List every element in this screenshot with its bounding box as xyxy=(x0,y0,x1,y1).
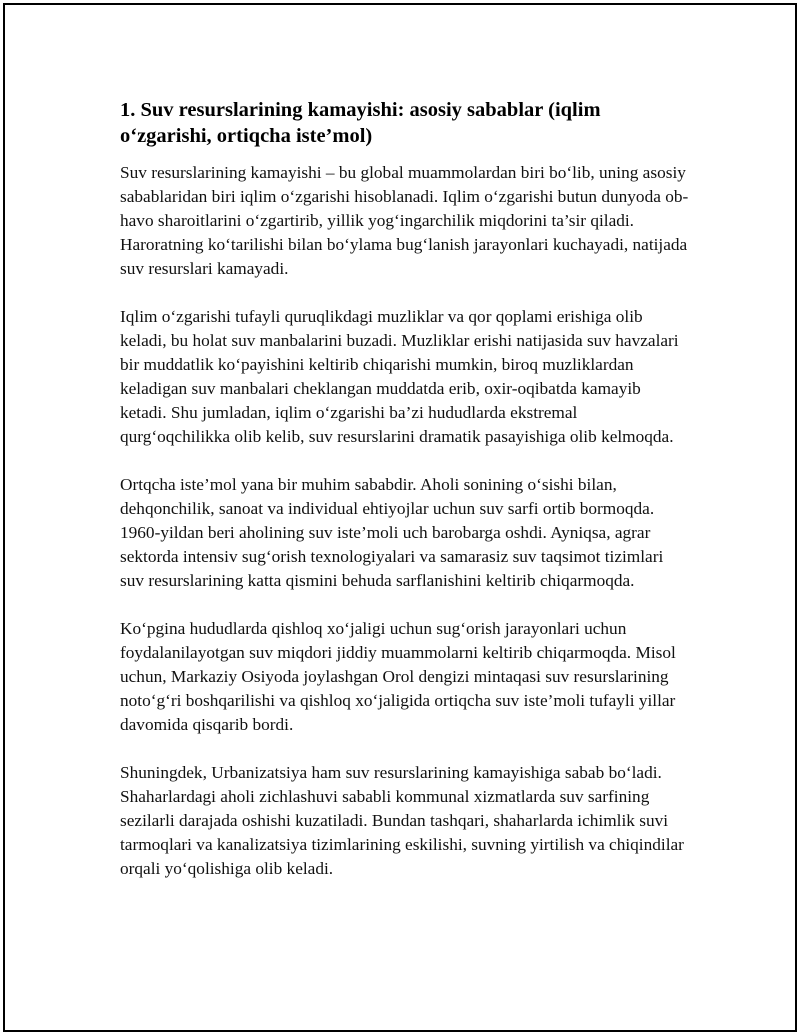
paragraph-climate-change: Suv resurslarining kamayishi – bu global muammolardan biri bo‘lib, uning asosiy sabablaridan biri iqlim o‘zgarishi hisoblanadi. Iqlim o‘zgarishi butun dunyoda ob-havo sharoitlarini o‘zgartirib, yillik yog‘ingarchilik miqdorini ta’sir qiladi. Haroratning ko‘tarilishi bilan bo‘ylama bug‘lanish jarayonlari kuchayadi, natijada suv resurslari kamayadi. xyxy=(120,163,689,278)
paragraph-overconsumption: Ortqcha iste’mol yana bir muhim sababdir. Aholi sonining o‘sishi bilan, dehqonchilik, sanoat va individual ehtiyojlar uchun suv sarfi ortib bormoqda. 1960-yildan beri aholining suv iste’moli uch barobarga oshdi. Ayniqsa, agrar sektorda intensiv sug‘orish texnologiyalari va samarasiz suv taqsimot tizimlari suv resurslarining katta qismini behuda sarflanishini keltirib chiqarmoqda. xyxy=(120,475,664,590)
paragraph-urbanization: Shuningdek, Urbanizatsiya ham suv resurslarining kamayishiga sabab bo‘ladi. Shaharlardagi aholi zichlashuvi sababli kommunal xizmatlarda suv sarfining sezilarli darajada oshishi kuzatiladi. Bundan tashqari, shaharlarda ichimlik suvi tarmoqlari va kanalizatsiya tizimlarining eskilishi, suvning yirtilish va chiqindilar orqali yo‘qolishiga olib keladi. xyxy=(120,763,684,878)
paragraph-irrigation: Ko‘pgina hududlarda qishloq xo‘jaligi uchun sug‘orish jarayonlari uchun foydalanilayotgan suv miqdori jiddiy muammolarni keltirib chiqarmoqda. Misol uchun, Markaziy Osiyoda joylashgan Orol dengizi mintaqasi suv resurslarining noto‘g‘ri boshqarilishi va qishloq xo‘jaligida ortiqcha suv iste’moli tufayli yillar davomida qisqarib bordi. xyxy=(120,619,676,734)
paragraph-glacier-melting: Iqlim o‘zgarishi tufayli quruqlikdagi muzliklar va qor qoplami erishiga olib keladi, bu holat suv manbalarini buzadi. Muzliklar erishi natijasida suv havzalari bir muddatlik ko‘payishini keltirib chiqarishi mumkin, biroq muzliklardan keladigan suv manbalari cheklangan muddatda erib, oxir-oqibatda kamayib ketadi. Shu jumladan, iqlim o‘zgarishi ba’zi hududlarda ekstremal qurg‘oqchilikka olib kelib, suv resurslarini dramatik pasayishiga olib kelmoqda. xyxy=(120,307,679,446)
document-body xyxy=(120,97,690,905)
page-frame xyxy=(3,3,797,1032)
section-heading: 1. Suv resurslarining kamayishi: asosiy sabablar (iqlim o‘zgarishi, ortiqcha iste’mol) xyxy=(120,99,601,147)
